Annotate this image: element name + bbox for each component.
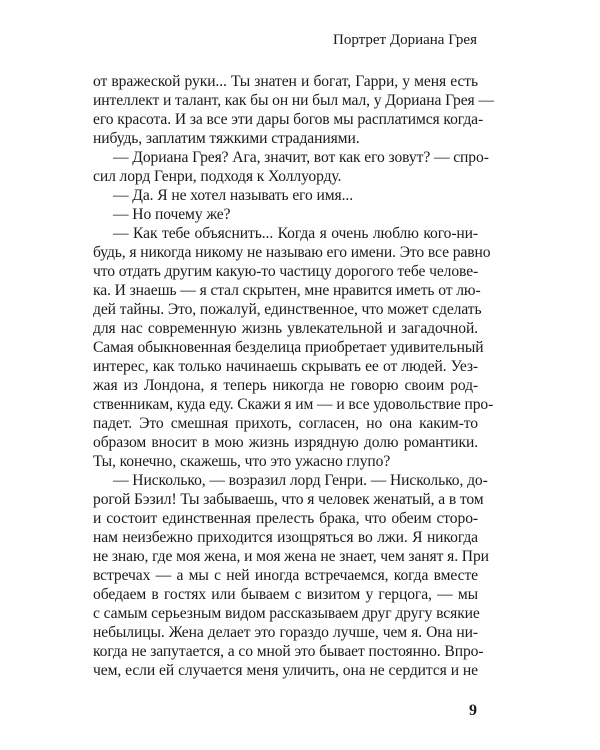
- text-line: ственникам, куда еду. Скажи я им — и все удовольствие про-: [93, 396, 494, 413]
- text-line: — Нисколько, — возразил лорд Генри. — Нисколько, до-: [113, 472, 488, 489]
- text-line: жая из Лондона, я теперь никогда не говорю своим род-: [93, 377, 478, 394]
- text-line: чем, если ей случается меня уличить, она не сердится и не: [93, 662, 478, 679]
- running-head-title: Портрет Дориана Грея: [333, 32, 477, 48]
- text-line: интеллект и талант, как бы он ни был мал, у Дориана Грея —: [93, 92, 494, 109]
- text-line: его красота. И за все эти дары богов мы расплатимся когда-: [93, 111, 484, 128]
- text-line: с самым серьезным видом рассказываем друг другу всякие: [93, 605, 480, 622]
- text-line: падет. Это смешная прихоть, согласен, но она каким-то: [93, 415, 478, 432]
- text-line: интерес, как только начинаешь скрывать ее от людей. Уез-: [93, 358, 478, 375]
- text-line: сил лорд Генри, подходя к Холлуорду.: [93, 168, 342, 185]
- text-line: Ты, конечно, скажешь, что это ужасно глупо?: [93, 453, 391, 470]
- text-line: будь, я никогда никому не называю его имени. Это все равно: [93, 244, 491, 261]
- body-text: [93, 72, 494, 680]
- text-line: для нас современную жизнь увлекательной и загадочной.: [93, 320, 478, 337]
- text-line: Самая обыкновенная безделица приобретает удивительный: [93, 339, 484, 356]
- text-line: — Как тебе объяснить... Когда я очень люблю кого-ни-: [113, 225, 478, 242]
- text-line: — Да. Я не хотел называть его имя...: [113, 187, 354, 204]
- text-line: обедаем в гостях или бываем с визитом у герцога, — мы: [93, 586, 478, 603]
- text-line: рогой Бэзил! Ты забываешь, что я человек женатый, а в том: [93, 491, 484, 508]
- text-line: когда не запутается, а со мной это бывает постоянно. Впро-: [93, 643, 484, 660]
- text-line: встречах — а мы с ней иногда встречаемся, когда вместе: [93, 567, 478, 584]
- text-line: нибудь, заплатим тяжкими страданиями.: [93, 130, 360, 147]
- text-line: что отдать другим какую-то частицу дорогого тебе челове-: [93, 263, 479, 280]
- page-number: 9: [469, 702, 477, 719]
- text-line: от вражеской руки... Ты знатен и богат, Гарри, у меня есть: [93, 73, 478, 90]
- text-line: — Дориана Грея? Ага, значит, вот как его зовут? — спро-: [113, 149, 489, 166]
- text-line: — Но почему же?: [113, 206, 231, 223]
- text-line: дей тайны. Это, пожалуй, единственное, что может сделать: [93, 301, 482, 318]
- text-line: не знаю, где моя жена, и моя жена не знает, чем занят я. При: [93, 548, 489, 565]
- text-line: образом вносит в мою жизнь изрядную долю романтики.: [93, 434, 478, 451]
- text-line: и состоит единственная прелесть брака, что обеим сторо-: [93, 510, 478, 527]
- text-line: ка. И знаешь — я стал скрытен, мне нравится иметь от лю-: [93, 282, 481, 299]
- text-line: нам неизбежно приходится изощряться во лжи. Я никогда: [93, 529, 478, 546]
- text-line: небылицы. Жена делает это гораздо лучше, чем я. Она ни-: [93, 624, 478, 641]
